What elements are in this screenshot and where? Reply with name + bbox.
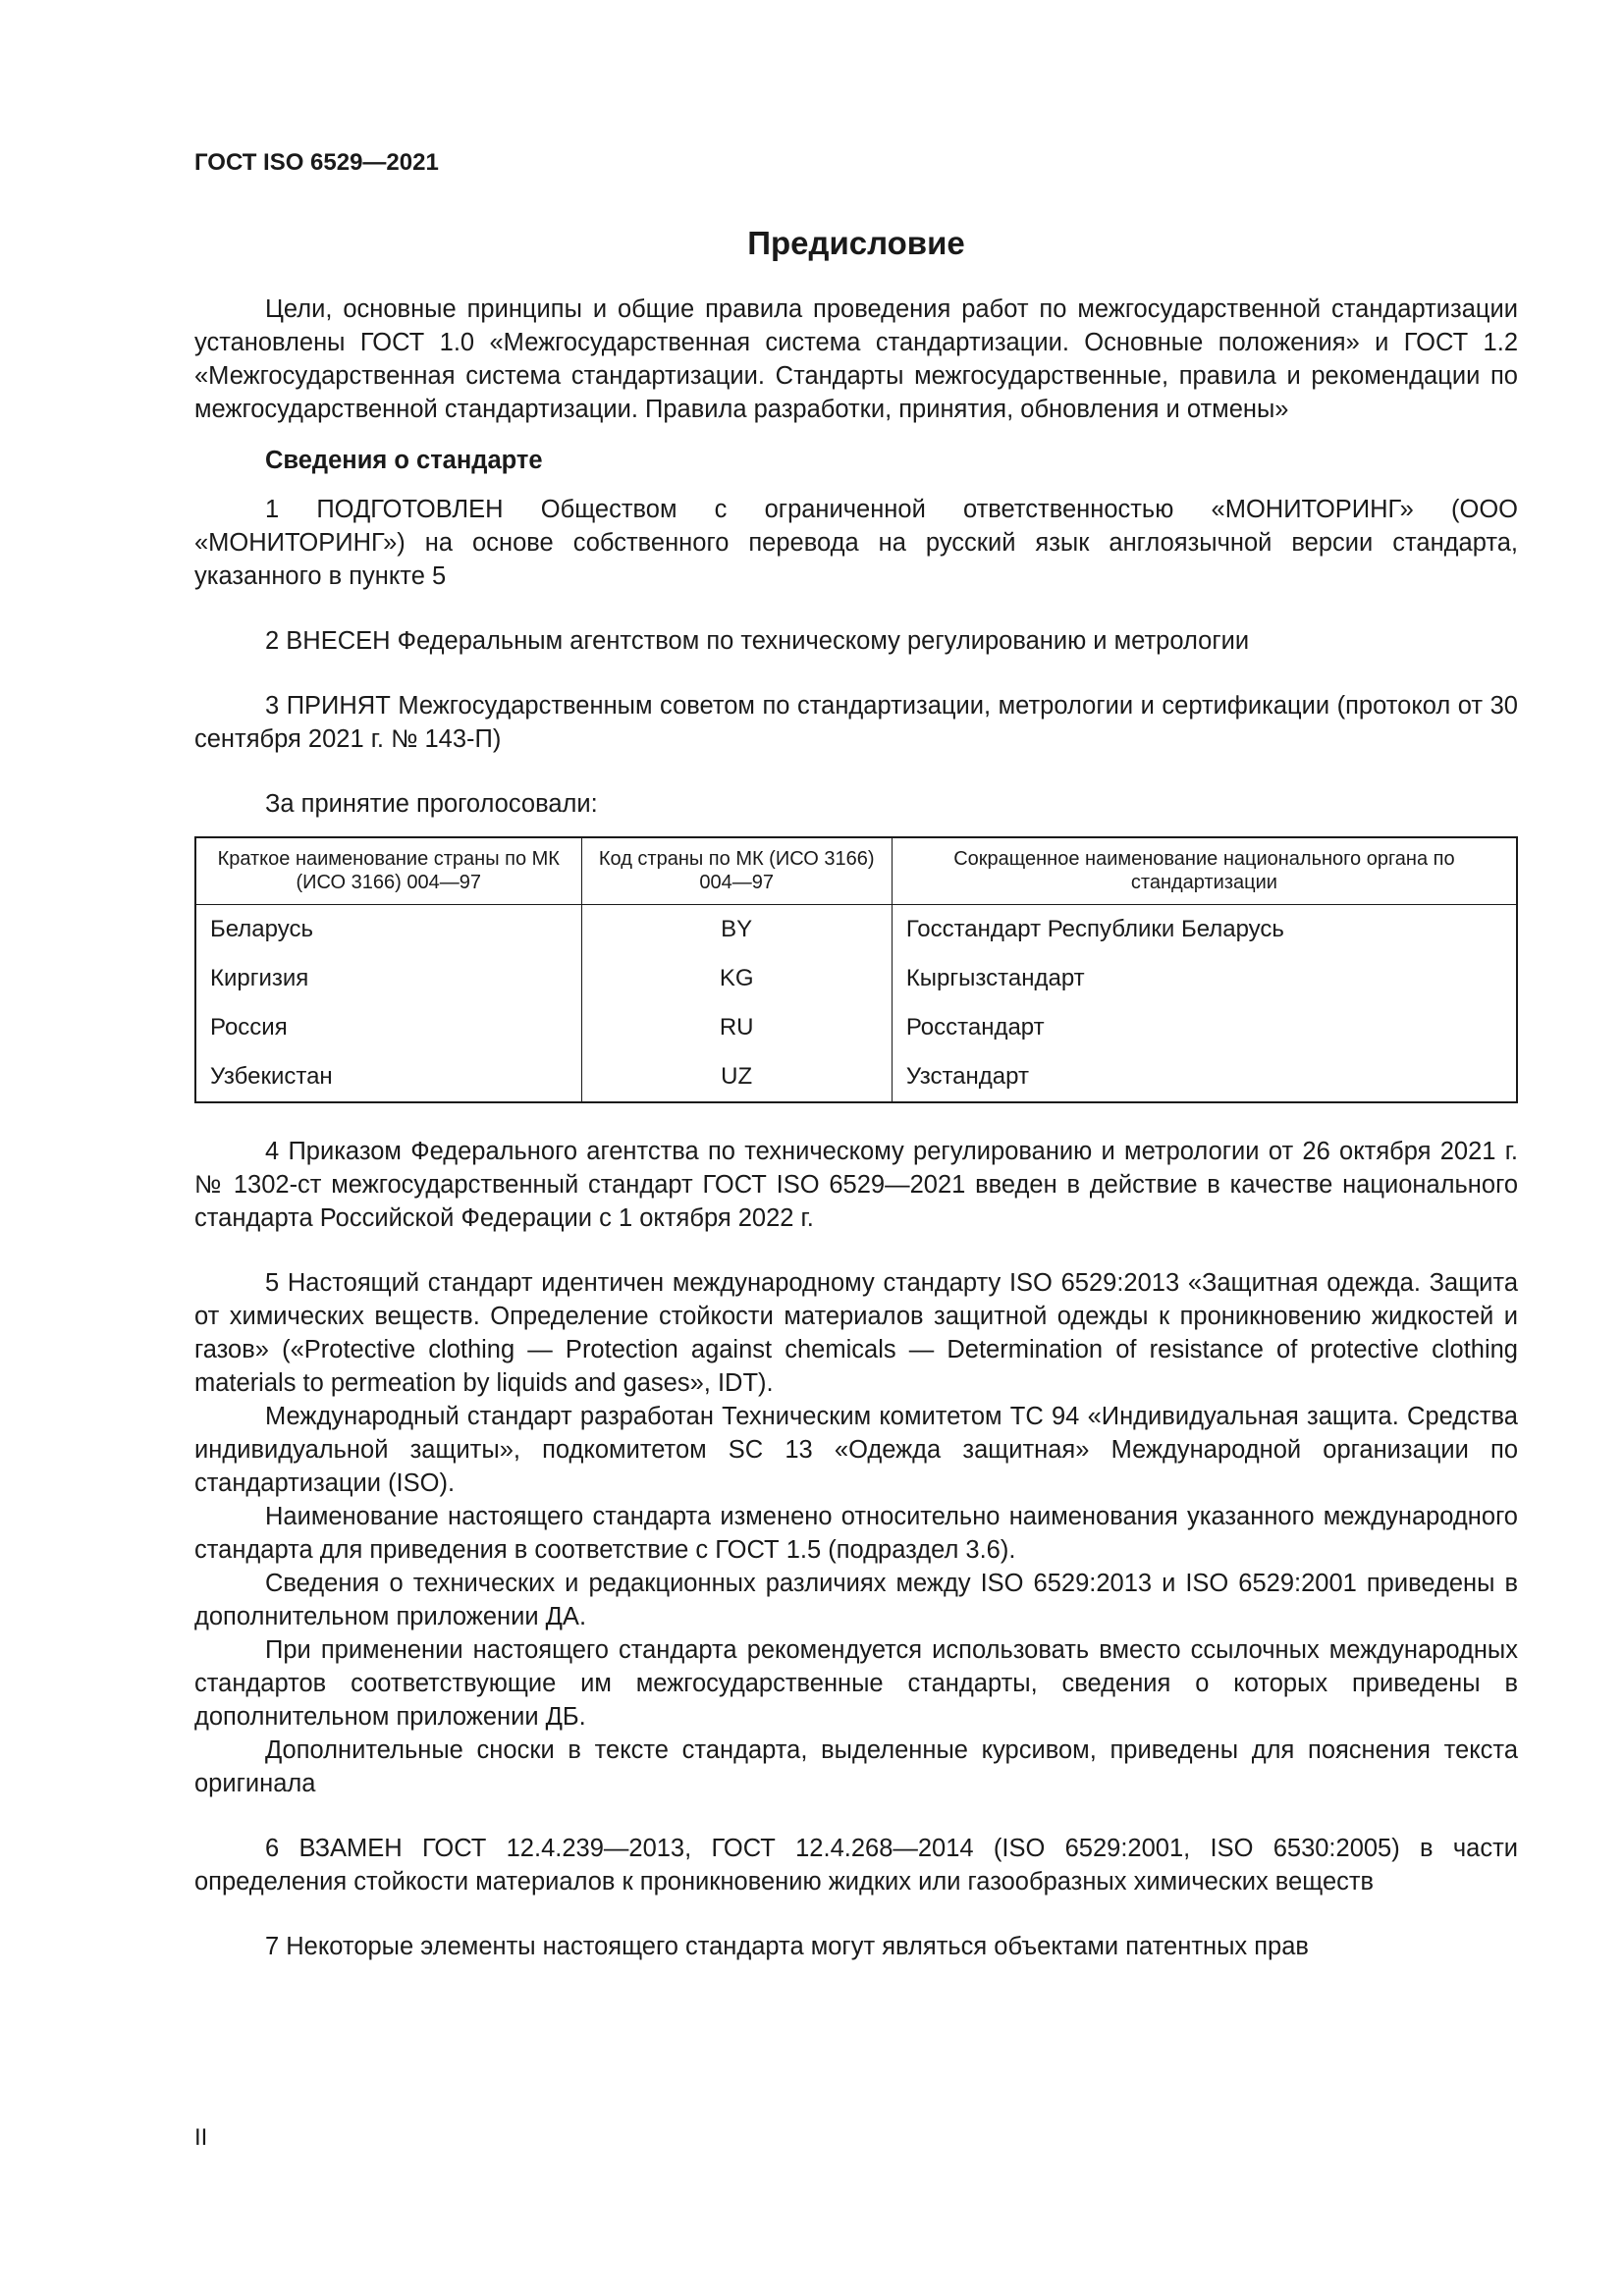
item-5-differences-paragraph: Сведения о технических и редакционных различиях между ISO 6529:2013 и ISO 6529:2001 приведены в дополнительном приложении ДА. bbox=[194, 1570, 1518, 1630]
table-row bbox=[195, 954, 1517, 1003]
table-header-row bbox=[195, 837, 1517, 905]
intro-paragraph: Цели, основные принципы и общие правила проведения работ по межгосударственной стандартизации установлены ГОСТ 1.0 «Межгосударственная система стандартизации. Основные положения» и ГОСТ 1.2 «Межгосударственная система стандартизации. Стандарты межгосударственные, правила и рекомендации по межгосударственной стандартизации. Правила разработки, принятия, обновления и отмены» bbox=[194, 295, 1518, 423]
country-name-cell: Узбекистан bbox=[195, 1052, 581, 1102]
country-code-cell: UZ bbox=[581, 1052, 892, 1102]
item-3-paragraph: 3 ПРИНЯТ Межгосударственным советом по стандартизации, метрологии и сертификации (протокол от 30 сентября 2021 г. № 143-П) bbox=[194, 692, 1518, 753]
item-4-paragraph: 4 Приказом Федерального агентства по техническому регулированию и метрологии от 26 октября 2021 г. № 1302-ст межгосударственный стандарт ГОСТ ISO 6529—2021 введен в действие в качестве национального стандарта Российской Федерации с 1 октября 2022 г. bbox=[194, 1138, 1518, 1232]
standards-body-cell: Узстандарт bbox=[892, 1052, 1517, 1102]
standards-body-cell: Госстандарт Республики Беларусь bbox=[892, 905, 1517, 955]
page-content bbox=[194, 216, 1518, 1963]
column-header-country: Краткое наименование страны по МК (ИСО 3166) 004—97 bbox=[195, 837, 581, 905]
country-name-cell: Беларусь bbox=[195, 905, 581, 955]
item-5-footnotes-paragraph: Дополнительные сноски в тексте стандарта, выделенные курсивом, приведены для пояснения текста оригинала bbox=[194, 1736, 1518, 1797]
country-code-cell: KG bbox=[581, 954, 892, 1003]
country-code-cell: RU bbox=[581, 1003, 892, 1052]
document-code-header: ГОСТ ISO 6529—2021 bbox=[194, 149, 439, 176]
page-number: II bbox=[194, 2124, 208, 2151]
voting-countries-table bbox=[194, 836, 1518, 1103]
table-row bbox=[195, 905, 1517, 955]
column-header-body: Сокращенное наименование национального органа по стандартизации bbox=[892, 837, 1517, 905]
standards-body-cell: Кыргызстандарт bbox=[892, 954, 1517, 1003]
item-1-paragraph: 1 ПОДГОТОВЛЕН Обществом с ограниченной ответственностью «МОНИТОРИНГ» (ООО «МОНИТОРИНГ») на основе собственного перевода на русский язык англоязычной версии стандарта, указанного в пункте 5 bbox=[194, 496, 1518, 590]
country-name-cell: Киргизия bbox=[195, 954, 581, 1003]
page-title: Предисловие bbox=[747, 225, 965, 261]
item-6-paragraph: 6 ВЗАМЕН ГОСТ 12.4.239—2013, ГОСТ 12.4.268—2014 (ISO 6529:2001, ISO 6530:2005) в части определения стойкости материалов к проникновению жидких или газообразных химических веществ bbox=[194, 1835, 1518, 1896]
voted-label: За принятие проголосовали: bbox=[265, 790, 598, 818]
table-row bbox=[195, 1052, 1517, 1102]
item-5-committee-paragraph: Международный стандарт разработан Техническим комитетом TC 94 «Индивидуальная защита. Средства индивидуальной защиты», подкомитетом SC 13 «Одежда защитная» Международной организации по стандартизации (ISO). bbox=[194, 1403, 1518, 1497]
column-header-code: Код страны по МК (ИСО 3166) 004—97 bbox=[581, 837, 892, 905]
table-row bbox=[195, 1003, 1517, 1052]
country-code-cell: BY bbox=[581, 905, 892, 955]
item-5-paragraph: 5 Настоящий стандарт идентичен международному стандарту ISO 6529:2013 «Защитная одежда. Защита от химических веществ. Определение стойкости материалов защитной одежды к проникновению жидкостей и газов» («Protective clothing — Protection against chemicals — Determination of resistance of protective clothing materials to permeation by liquids and gases», IDT). bbox=[194, 1269, 1518, 1397]
item-2-paragraph: 2 ВНЕСЕН Федеральным агентством по техническому регулированию и метрологии bbox=[265, 627, 1250, 655]
section-subheading: Сведения о стандарте bbox=[265, 447, 543, 474]
standards-body-cell: Росстандарт bbox=[892, 1003, 1517, 1052]
country-name-cell: Россия bbox=[195, 1003, 581, 1052]
item-5-title-change-paragraph: Наименование настоящего стандарта изменено относительно наименования указанного международного стандарта для приведения в соответствие с ГОСТ 1.5 (подраздел 3.6). bbox=[194, 1503, 1518, 1564]
item-7-paragraph: 7 Некоторые элементы настоящего стандарта могут являться объектами патентных прав bbox=[265, 1933, 1309, 1960]
item-5-references-paragraph: При применении настоящего стандарта рекомендуется использовать вместо ссылочных международных стандартов соответствующие им межгосударственные стандарты, сведения о которых приведены в дополнительном приложении ДБ. bbox=[194, 1636, 1518, 1731]
